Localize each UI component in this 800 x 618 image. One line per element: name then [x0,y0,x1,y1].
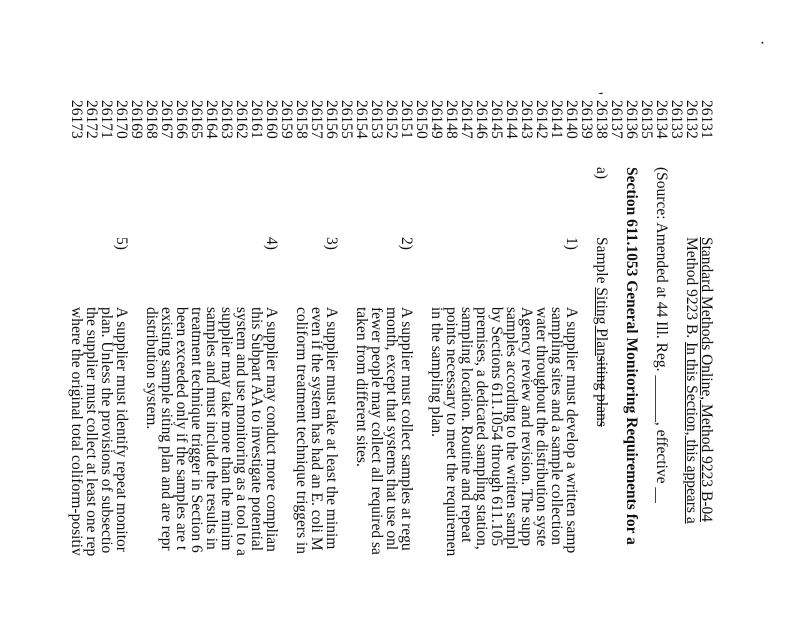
line-number [67,0,85,618]
body-text: where the original total coliform-positiv [68,307,85,556]
line-number-text: 26168 [143,100,160,139]
body-text: treatment technique trigger in Section 6 [188,307,205,553]
line-number-text: 26153 [368,100,385,139]
body-text: A supplier must identify repeat monitor [113,307,130,552]
body-text: premises, a dedicated sampling station, [473,307,490,550]
line-number-text: 26173 [68,100,85,139]
line-number-text: 26136 [623,100,640,139]
line-number-text: 26159 [278,100,295,139]
body-text: points necessary to meet the requiremen [443,307,460,557]
line-number-text: 26167 [158,100,175,139]
line-number-text: 26156 [323,100,340,139]
source-note: (Source: Amended at 44 Ill. Reg. ______, effective __ [653,167,670,503]
body-text: samples according to the written sampl [503,307,520,550]
body-text: by Sections 611.1054 through 611.105 [488,307,505,547]
line-number-text: 26135 [638,100,655,139]
body-text: this Subpart AA to investigate potential [248,307,265,552]
body-text: month, except that systems that use onl [383,307,400,551]
line-number-text: 26154 [353,100,370,139]
body-text: A supplier must collect samples at regu [398,307,415,551]
body-text: supplier may take more than the minim [218,307,235,551]
item-label: 2) [398,237,415,250]
body-text: been exceeded only if the samples are t [173,307,190,551]
body-text: water throughout the distribution syste [533,307,550,547]
line-number-text: 26150 [413,100,430,139]
line-number-text: 26163 [218,100,235,139]
line-number-text: 26139 [578,100,595,139]
line-number-text: 26169 [128,100,145,139]
scan-speck: · [753,40,770,46]
line-number-text: 26172 [83,100,100,139]
line-number-text: 26162 [233,100,250,139]
line-number-text: 26134 [653,100,670,139]
body-text: Agency review and revision. The supp [518,307,535,547]
body-text: distribution system. [143,307,160,430]
item-label: 5) [113,237,130,250]
section-heading: Section 611.1053 General Monitoring Requirements for a [623,167,640,545]
line-number-text: 26165 [188,100,205,139]
scan-speck: ' [588,92,605,95]
line-number-text: 26144 [503,100,520,139]
line-number-text: 26131 [698,100,715,139]
line-number-text: 26155 [338,100,355,139]
body-text: plan. Unless the provisions of subsectio [98,307,115,554]
body-text: coliform treatment technique triggers in [293,307,310,555]
body-text: samples and must include the results in [203,307,220,550]
item-label: 3) [323,237,340,250]
line-number-text: 26170 [113,100,130,139]
body-text: the supplier must collect at least one rep [83,307,100,557]
line-number-text: 26143 [518,100,535,139]
body-text: A supplier may conduct more complian [263,307,280,552]
line-number-text: 26142 [533,100,550,139]
line-number-text: 26158 [293,100,310,139]
line-number-text: 26157 [308,100,325,139]
line-number-text: 26137 [608,100,625,139]
subsection-title: Sample Siting Plansiting plans [593,237,610,427]
line-number-text: 26138 [593,100,610,139]
line-number-text: 26171 [98,100,115,139]
line-number-text: 26160 [263,100,280,139]
body-text: A supplier must take at least the minim [323,307,340,550]
line-number-text: 26152 [383,100,400,139]
line-number-text: 26147 [458,100,475,139]
line-number-text: 26146 [473,100,490,139]
item-label: 4) [263,237,280,250]
line-number-text: 26161 [248,100,265,139]
line-number-text: 26132 [683,100,700,139]
line-number-text: 26141 [548,100,565,139]
line-number-text: 26151 [398,100,415,139]
body-text: sampling location. Routine and repeat [458,307,475,543]
line-number-text: 26164 [203,100,220,139]
line-number-text: 26133 [668,100,685,139]
body-text: system and use monitoring as a tool to a [233,307,250,556]
body-text: even if the system has had an E. coli M [308,307,325,551]
method-text: Method 9223 B. In this Section, this appears a [683,237,700,524]
line-number-text: 26140 [563,100,580,139]
item-label: 1) [563,237,580,250]
body-text: fewer people may collect all required sa [368,307,385,555]
body-text: taken from different sites. [353,307,370,467]
line-number-text: 26148 [443,100,460,139]
line-number-text: 26149 [428,100,445,139]
citation-text: Standard Methods Online, Method 9223 B-04 [698,237,715,523]
line-number-text: 26145 [488,100,505,139]
body-text: in the sampling plan. [428,307,445,438]
body-text: existing sample siting plan and are repr [158,307,175,551]
subsection-label: a) [593,167,610,180]
line-number-text: 26166 [173,100,190,139]
body-text: A supplier must develop a written samp [563,307,580,554]
body-text: sampling sites and a sample collection [548,307,565,546]
